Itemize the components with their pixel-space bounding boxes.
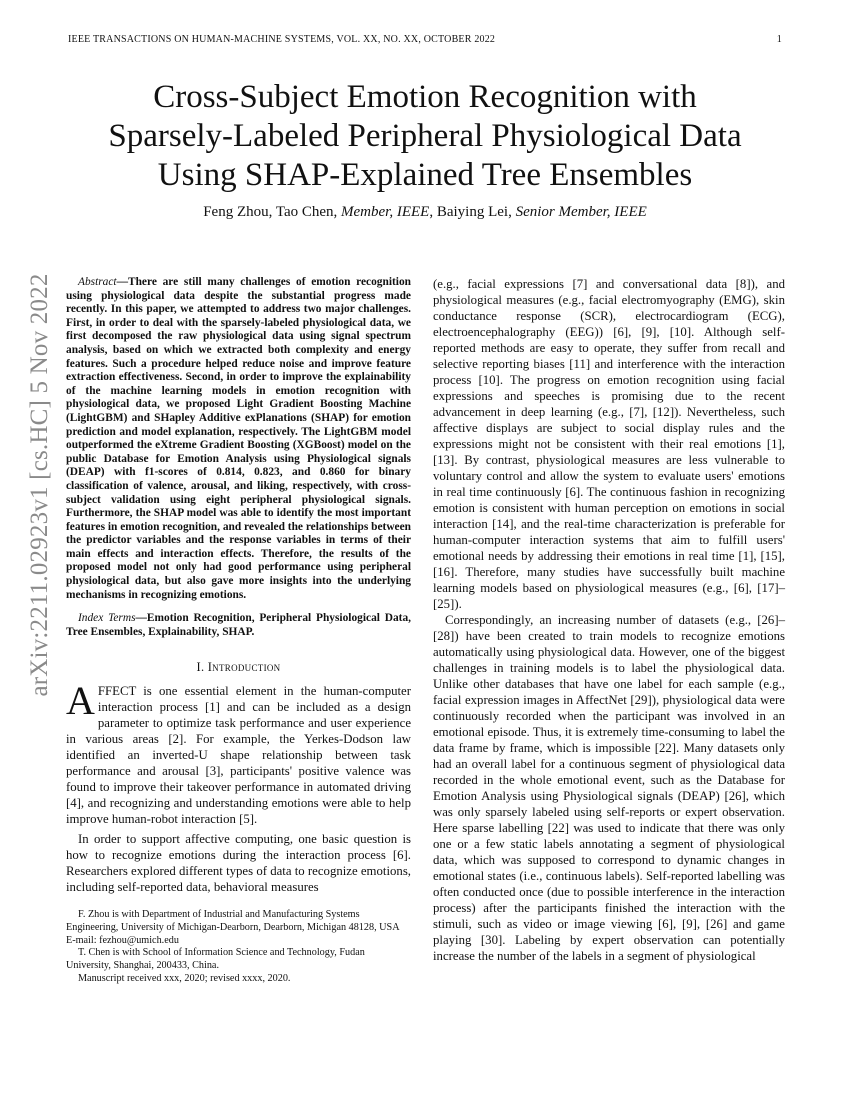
arxiv-identifier: arXiv:2211.02923v1 [cs.HC] 5 Nov 2022 [26,273,53,697]
author-list [60,204,790,221]
author-role: Member, IEEE [341,204,430,220]
body-paragraph: Correspondingly, an increasing number of datasets (e.g., [26]–[28]) have been created to train models to recognize emotions automatically using physiological data. However, one of the biggest challenges in training models is to label the physiological data. Unlike other databases that have one label for each sample (e.g., facial expression images in AffectNet [29]), physiological data were continuously recorded when the participant was involved in an emotional episode. Thus, it is extremely time-consuming to label the data frame by frame, which is impossible [22]. Many datasets only had an overall label for a continuous segment of physiological data recorded in the whole emotional event, such as the Database for Emotion Analysis using Physiological signals (DEAP) [26], which was only sparsely labeled using self-reports or expert observation. Here sparse labelling [22] was used to indicate that there was only one or a few static labels annotating a segment of physiological data, which was supposed to correspond to dynamic changes in emotional states (i.e., continuous labels). Self-reported labelling was often conducted once (due to possible interference in the interaction process) after the participants finished the interaction with the stimuli, such as video or image viewing [6], [9], [26] and game playing [30]. Labeling by expert observation can potentially increase the number of the labels in a segment of physiological [433,613,785,963]
abstract [66,276,411,602]
intro-paragraph-text: FFECT is one essential element in the human-computer interaction process [1] and can be included as a design parameter to optimize task performance and user experience in various areas [2]. For example, the Yerkes-Dodson law identified an inverted-U shape relationship between task performance and arousal [3], participants' positive valence was found to improve their takeover performance in automated driving [4], and recognizing and understanding emotions were able to help improve human-robot interaction [5]. [66,684,411,827]
title-line: Sparsely-Labeled Peripheral Physiological Data [108,118,742,154]
index-terms-label: Index Terms [78,612,136,625]
intro-paragraph: In order to support affective computing, one basic question is how to recognize emotions during the interaction process [6]. Researchers explored different types of data to recognize emotions, including self-reported data, behavioral measures [66,832,411,895]
author-names: , Baiying Lei, [429,204,516,220]
section-title: Introduction [207,660,281,675]
abstract-text: —There are still many challenges of emotion recognition using physiological data despite the substantial progress made recently. In this paper, we attempted to address two major challenges. First, in order to deal with the sparsely-labeled physiological data, we first decomposed the raw physiological data using signal spectrum analysis, based on which we extracted both complexity and energy features. Such a procedure helped reduce noise and improve feature extraction effectiveness. Second, in order to improve the explainability of the machine learning models in emotion recognition with physiological data, we proposed Light Gradient Boosting Machine (LightGBM) and SHapley Additive exPlanations (SHAP) for emotion prediction and model explanation, respectively. The LightGBM model outperformed the eXtreme Gradient Boosting (XGBoost) model on the public Database for Emotion Analysis using Physiological signals (DEAP) with f1-scores of 0.814, 0.823, and 0.860 for binary classification of valence, arousal, and liking, respectively, with cross-subject validation using eight peripheral physiological signals. Furthermore, the SHAP model was able to identify the most important features in emotion recognition, and revealed the relationships between the predictor variables and the response variables in terms of their main effects and interaction effects. Therefore, the results of the proposed model not only had good performance using peripheral physiological data, but also gave more insights into the underlying mechanisms in recognizing emotions. [66,276,411,601]
running-head-text: IEEE TRANSACTIONS ON HUMAN-MACHINE SYSTEMS, VOL. XX, NO. XX, OCTOBER 2022 [68,34,496,45]
footnotes [66,909,411,986]
footnote: Manuscript received xxx, 2020; revised xxxx, 2020. [78,973,291,985]
footnote: F. Zhou is with Department of Industrial and Manufacturing Systems Engineering, University of Michigan-Dearborn, Dearborn, Michigan 48128, USA [66,909,400,933]
page-number: 1 [776,34,782,45]
body-paragraph: (e.g., facial expressions [7] and conversational data [8]), and physiological measures (e.g., facial electromyography (EMG), skin conductance response (SCR), electrocardiogram (ECG), electroencephalography (EEG)) [6], [9], [10]. Although self-reported methods are easy to operate, they suffer from recall and selective reporting biases [11] and interference with the interaction process [10]. The progress on emotion recognition using facial expressions and speeches is promising due to the recent advancement in deep learning (e.g., [7], [12]). Nevertheless, such affective displays are subject to social display rules and the expressions might not be consistent with their real emotions [1], [13]. By contrast, physiological measures are less vulnerable to voluntary control and allow the system to evaluate users' emotions in real time continuously [6]. The continuous fashion in recognizing emotion is consistent with human perception on emotions in social interaction [14], and the real-time characterization is preferable for human-computer interaction systems that aim to fulfill users' emotional needs by addressing their emotions in real time [1], [15], [16]. Therefore, many studies have successfully built machine learning models based on physiological measures (e.g., [6], [17]–[25]). [433,277,785,611]
footnote: E-mail: fezhou@umich.edu [66,934,179,946]
author-role: Senior Member, IEEE [515,204,647,220]
drop-cap: A [66,678,95,724]
right-column [433,276,785,964]
title-line: Cross-Subject Emotion Recognition with [153,79,697,115]
footnote: T. Chen is with School of Information Science and Technology, Fudan University, Shanghai, 200433, China. [66,947,365,972]
introduction-body [66,678,411,895]
intro-paragraph [66,678,411,827]
index-terms-text: —Emotion Recognition, Peripheral Physiological Data, Tree Ensembles, Explainability, SHAP. [66,612,411,638]
left-column [66,276,411,986]
title-line: Using SHAP-Explained Tree Ensembles [157,157,693,193]
abstract-label: Abstract [78,276,117,288]
index-terms [66,612,411,639]
section-heading [66,661,411,675]
author-names: Feng Zhou, Tao Chen, [203,204,342,220]
section-number: I. [196,660,208,675]
arxiv-sidebar [18,273,62,697]
running-header [68,34,782,45]
paper-title [60,78,790,195]
